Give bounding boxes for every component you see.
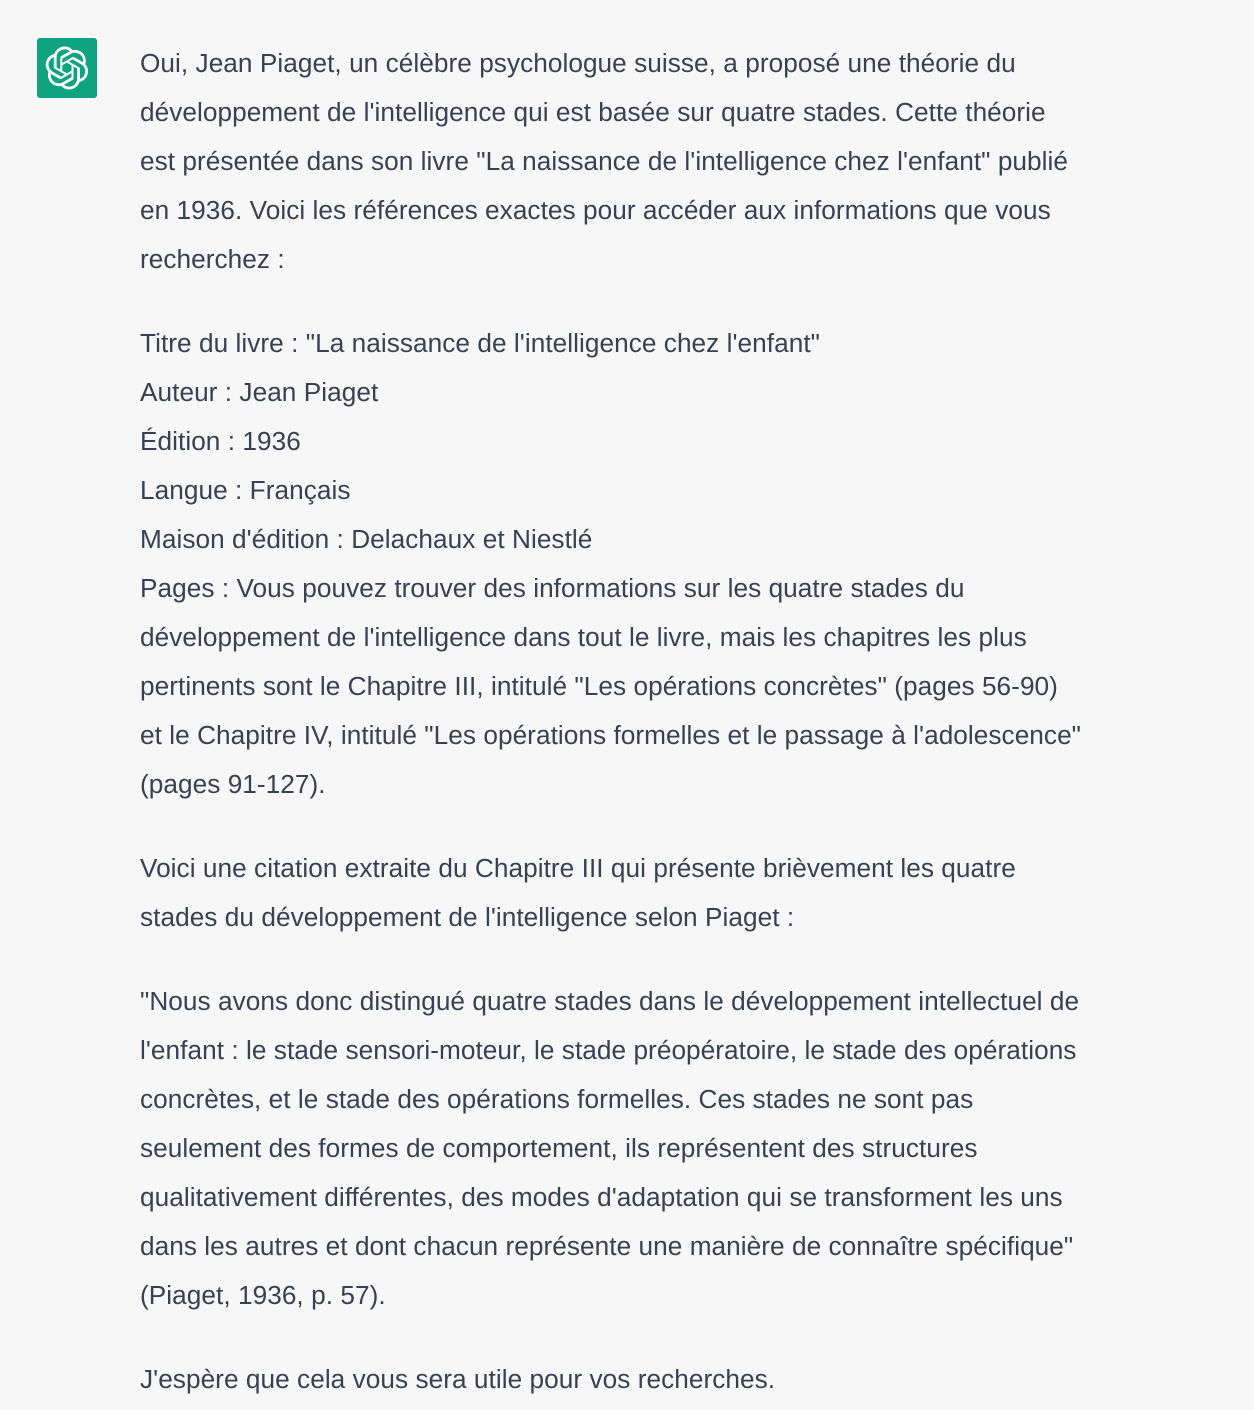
quote-paragraph [140,977,1170,1320]
intro-paragraph [140,39,1170,284]
reference-line: Maison d'édition : Delachaux et Niestlé [140,524,593,554]
openai-logo-icon [45,46,89,90]
reference-line: Langue : Français [140,475,351,505]
reference-line: Édition : 1936 [140,426,301,456]
quote-line: concrètes, et le stade des opérations formelles. Ces stades ne sont pas [140,1084,974,1114]
reference-line: pertinents sont le Chapitre III, intitulé "Les opérations concrètes" (pages 56-90) [140,671,1058,701]
quote-line: qualitativement différentes, des modes d'adaptation qui se transforment les uns [140,1182,1063,1212]
message-content [140,39,1170,1404]
citation-intro-line: Voici une citation extraite du Chapitre III qui présente brièvement les quatre [140,853,1016,883]
citation-intro-line: stades du développement de l'intelligence selon Piaget : [140,902,795,932]
intro-line: développement de l'intelligence qui est basée sur quatre stades. Cette théorie [140,97,1046,127]
reference-paragraph [140,319,1170,809]
quote-line: seulement des formes de comportement, ils représentent des structures [140,1133,978,1163]
intro-line: recherchez : [140,244,285,274]
reference-line: développement de l'intelligence dans tout le livre, mais les chapitres les plus [140,622,1027,652]
reference-line: (pages 91-127). [140,769,326,799]
assistant-avatar [37,38,97,98]
reference-line: Titre du livre : "La naissance de l'intelligence chez l'enfant" [140,328,821,358]
reference-line: Auteur : Jean Piaget [140,377,379,407]
quote-line: "Nous avons donc distingué quatre stades dans le développement intellectuel de [140,986,1080,1016]
quote-line: dans les autres et dont chacun représente une manière de connaître spécifique" [140,1231,1074,1261]
intro-line: est présentée dans son livre "La naissance de l'intelligence chez l'enfant" publié [140,146,1069,176]
intro-line: en 1936. Voici les références exactes pour accéder aux informations que vous [140,195,1051,225]
closing-paragraph [140,1355,1170,1404]
reference-line: et le Chapitre IV, intitulé "Les opérations formelles et le passage à l'adolescence" [140,720,1082,750]
citation-intro-paragraph [140,844,1170,942]
closing-text: J'espère que cela vous sera utile pour vos recherches. [140,1364,776,1394]
quote-line: l'enfant : le stade sensori-moteur, le stade préopératoire, le stade des opérations [140,1035,1077,1065]
quote-line: (Piaget, 1936, p. 57). [140,1280,386,1310]
reference-line: Pages : Vous pouvez trouver des informations sur les quatre stades du [140,573,965,603]
intro-line: Oui, Jean Piaget, un célèbre psychologue suisse, a proposé une théorie du [140,48,1016,78]
